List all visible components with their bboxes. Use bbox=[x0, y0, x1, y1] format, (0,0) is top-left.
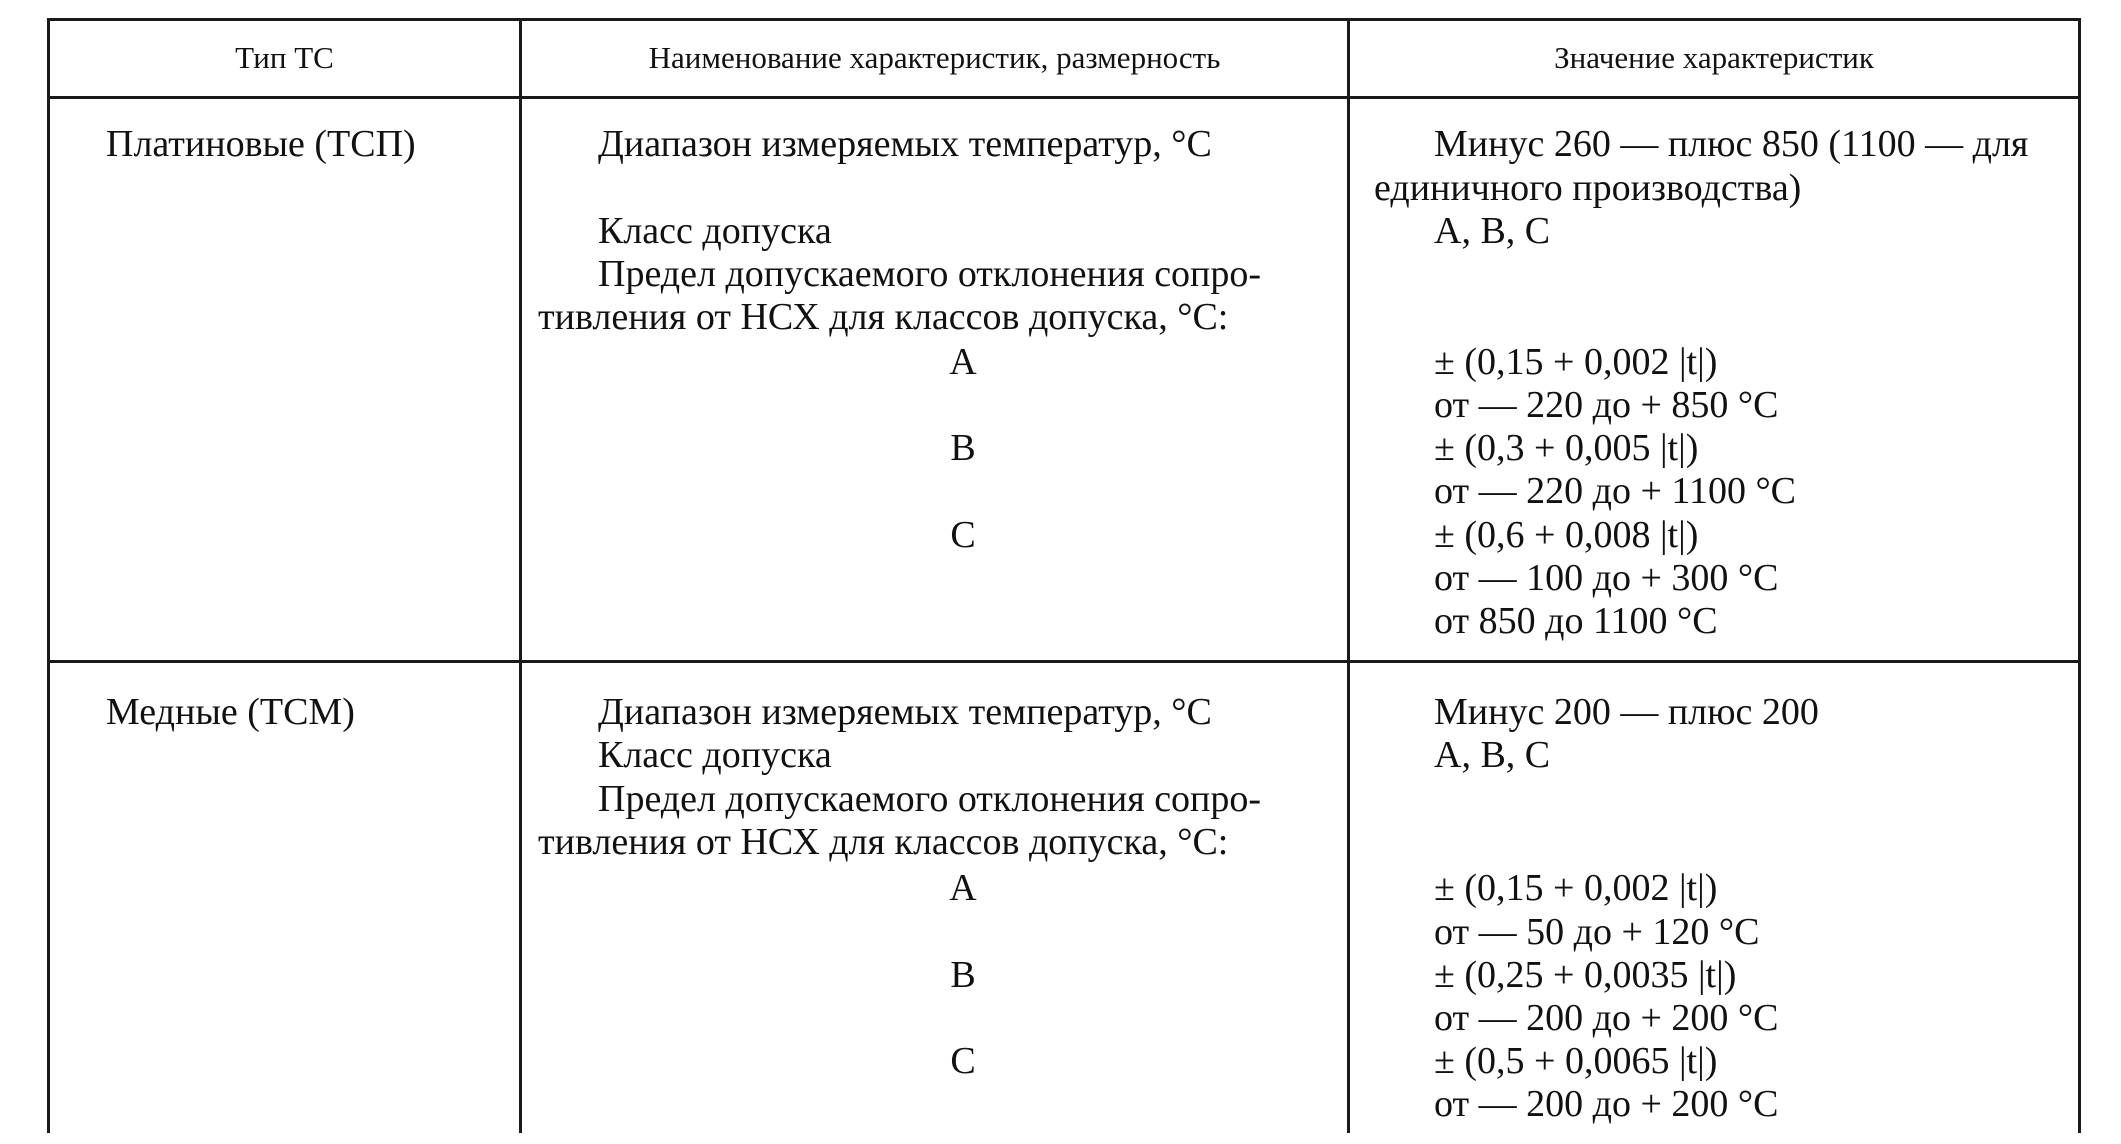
platinum-class-label: Класс допуска bbox=[598, 210, 832, 252]
copper-limit-line1: Предел допускаемого отклонения сопро- bbox=[598, 778, 1262, 820]
table-border-top bbox=[47, 18, 2081, 21]
copper-class-value: А, В, С bbox=[1434, 734, 1551, 776]
platinum-b-range: от — 220 до + 1100 °С bbox=[1434, 470, 1797, 512]
copper-class-label: Класс допуска bbox=[598, 734, 832, 776]
platinum-class-a: А bbox=[949, 341, 977, 383]
platinum-range-value-line1: Минус 260 — плюс 850 (1100 — для bbox=[1434, 123, 2029, 165]
copper-c-range: от — 200 до + 200 °С bbox=[1434, 1083, 1779, 1125]
platinum-class-b: В bbox=[950, 427, 976, 469]
platinum-range-label: Диапазон измеряемых температур, °С bbox=[598, 123, 1212, 165]
table-border-left bbox=[47, 18, 50, 1133]
copper-class-c: С bbox=[950, 1040, 976, 1082]
column-divider-1 bbox=[519, 18, 522, 1133]
header-name: Наименование характеристик, размерность bbox=[648, 40, 1221, 75]
platinum-c-range1: от — 100 до + 300 °С bbox=[1434, 557, 1779, 599]
platinum-c-formula: ± (0,6 + 0,008 |t|) bbox=[1434, 514, 1699, 556]
platinum-class-c: С bbox=[950, 514, 976, 556]
platinum-type-label: Платиновые (ТСП) bbox=[106, 123, 416, 165]
platinum-b-formula: ± (0,3 + 0,005 |t|) bbox=[1434, 427, 1699, 469]
platinum-a-range: от — 220 до + 850 °С bbox=[1434, 384, 1779, 426]
header-type: Тип ТС bbox=[235, 40, 334, 75]
copper-range-value: Минус 200 — плюс 200 bbox=[1434, 691, 1819, 733]
copper-range-label: Диапазон измеряемых температур, °С bbox=[598, 691, 1212, 733]
table-border-right bbox=[2078, 18, 2081, 1133]
copper-class-a: А bbox=[949, 867, 977, 909]
platinum-class-value: А, В, С bbox=[1434, 210, 1551, 252]
platinum-limit-line1: Предел допускаемого отклонения сопро- bbox=[598, 253, 1262, 295]
copper-a-range: от — 50 до + 120 °С bbox=[1434, 911, 1760, 953]
copper-b-formula: ± (0,25 + 0,0035 |t|) bbox=[1434, 954, 1737, 996]
copper-b-range: от — 200 до + 200 °С bbox=[1434, 997, 1779, 1039]
copper-limit-line2: тивления от НСХ для классов допуска, °С: bbox=[538, 821, 1229, 863]
copper-a-formula: ± (0,15 + 0,002 |t|) bbox=[1434, 867, 1718, 909]
header-divider bbox=[47, 96, 2081, 99]
copper-type-label: Медные (ТСМ) bbox=[106, 691, 355, 733]
platinum-range-value-line2: единичного производства) bbox=[1374, 167, 1802, 209]
platinum-a-formula: ± (0,15 + 0,002 |t|) bbox=[1434, 341, 1718, 383]
copper-c-formula: ± (0,5 + 0,0065 |t|) bbox=[1434, 1040, 1718, 1082]
copper-class-b: В bbox=[950, 954, 976, 996]
row-divider bbox=[47, 660, 2081, 663]
platinum-c-range2: от 850 до 1100 °С bbox=[1434, 600, 1718, 642]
column-divider-2 bbox=[1347, 18, 1350, 1133]
header-value: Значение характеристик bbox=[1554, 40, 1874, 75]
platinum-limit-line2: тивления от НСХ для классов допуска, °С: bbox=[538, 296, 1229, 338]
